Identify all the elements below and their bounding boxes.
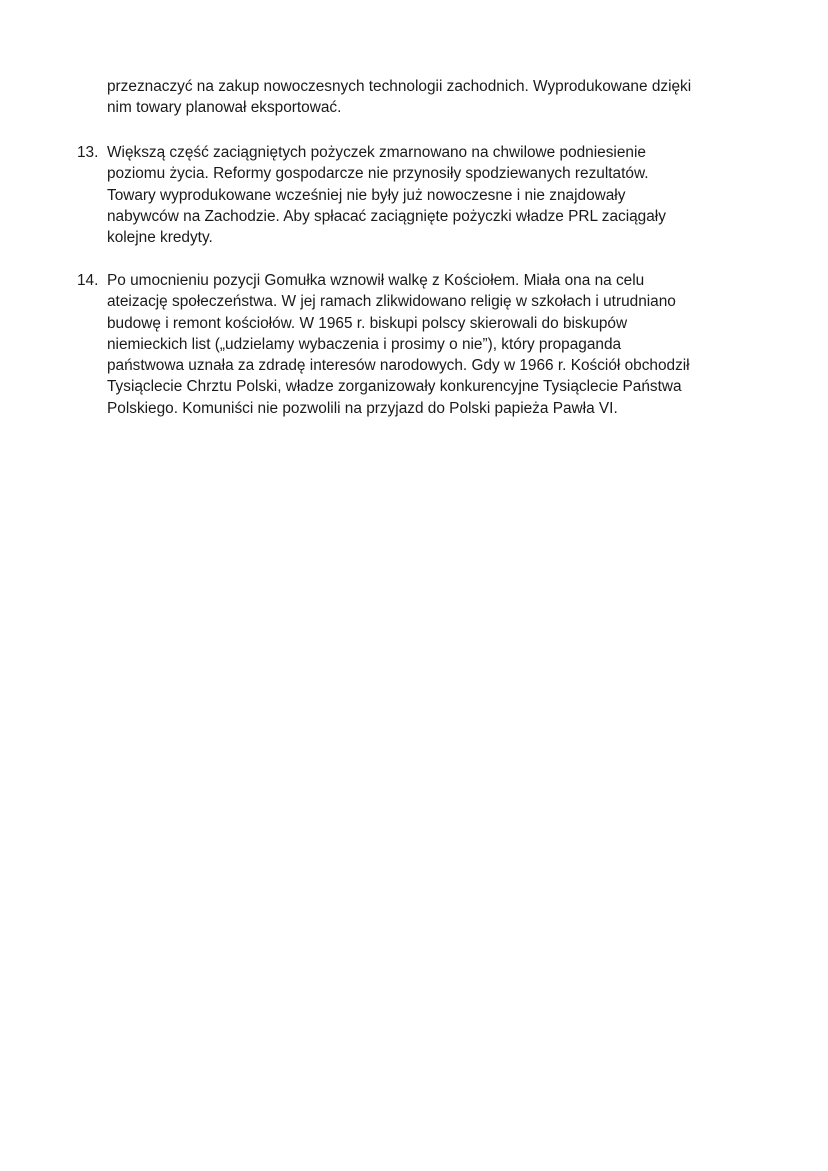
text-line: nabywców na Zachodzie. Aby spłacać zaciągnięte pożyczki władze PRL zaciągały (107, 207, 666, 225)
text-line: poziomu życia. Reformy gospodarcze nie przynosiły spodziewanych rezultatów. (107, 165, 649, 183)
list-item-number: 14. (77, 272, 99, 289)
text-line: państwowa uznała za zdradę interesów narodowych. Gdy w 1966 r. Kościół obchodził (107, 357, 690, 375)
text-line: niemieckich list („udzielamy wybaczenia i prosimy o nie”), który propaganda (107, 335, 622, 353)
text-line: przeznaczyć na zakup nowoczesnych technologii zachodnich. Wyprodukowane dzięki (107, 78, 692, 95)
text-line: Towary wyprodukowane wcześniej nie były już nowoczesne i nie znajdowały (107, 186, 626, 204)
list-item-text (107, 270, 757, 419)
list-item-text (107, 142, 757, 248)
text-line: budowę i remont kościołów. W 1965 r. biskupi polscy skierowali do biskupów (107, 314, 628, 332)
list-item-number: 13. (77, 144, 99, 161)
text-line: nim towary planował eksportować. (107, 99, 342, 117)
text-line: Większą część zaciągniętych pożyczek zmarnowano na chwilowe podniesienie (107, 144, 646, 161)
continuation-paragraph (107, 76, 757, 119)
text-line: kolejne kredyty. (107, 229, 213, 247)
text-line: Po umocnieniu pozycji Gomułka wznowił walkę z Kościołem. Miała ona na celu (107, 272, 645, 289)
text-line: Polskiego. Komuniści nie pozwolili na przyjazd do Polski papieża Pawła VI. (107, 399, 618, 417)
text-line: Tysiąclecie Chrztu Polski, władze zorganizowały konkurencyjne Tysiąclecie Państwa (107, 378, 682, 396)
text-line: ateizację społeczeństwa. W jej ramach zlikwidowano religię w szkołach i utrudniano (107, 293, 676, 311)
